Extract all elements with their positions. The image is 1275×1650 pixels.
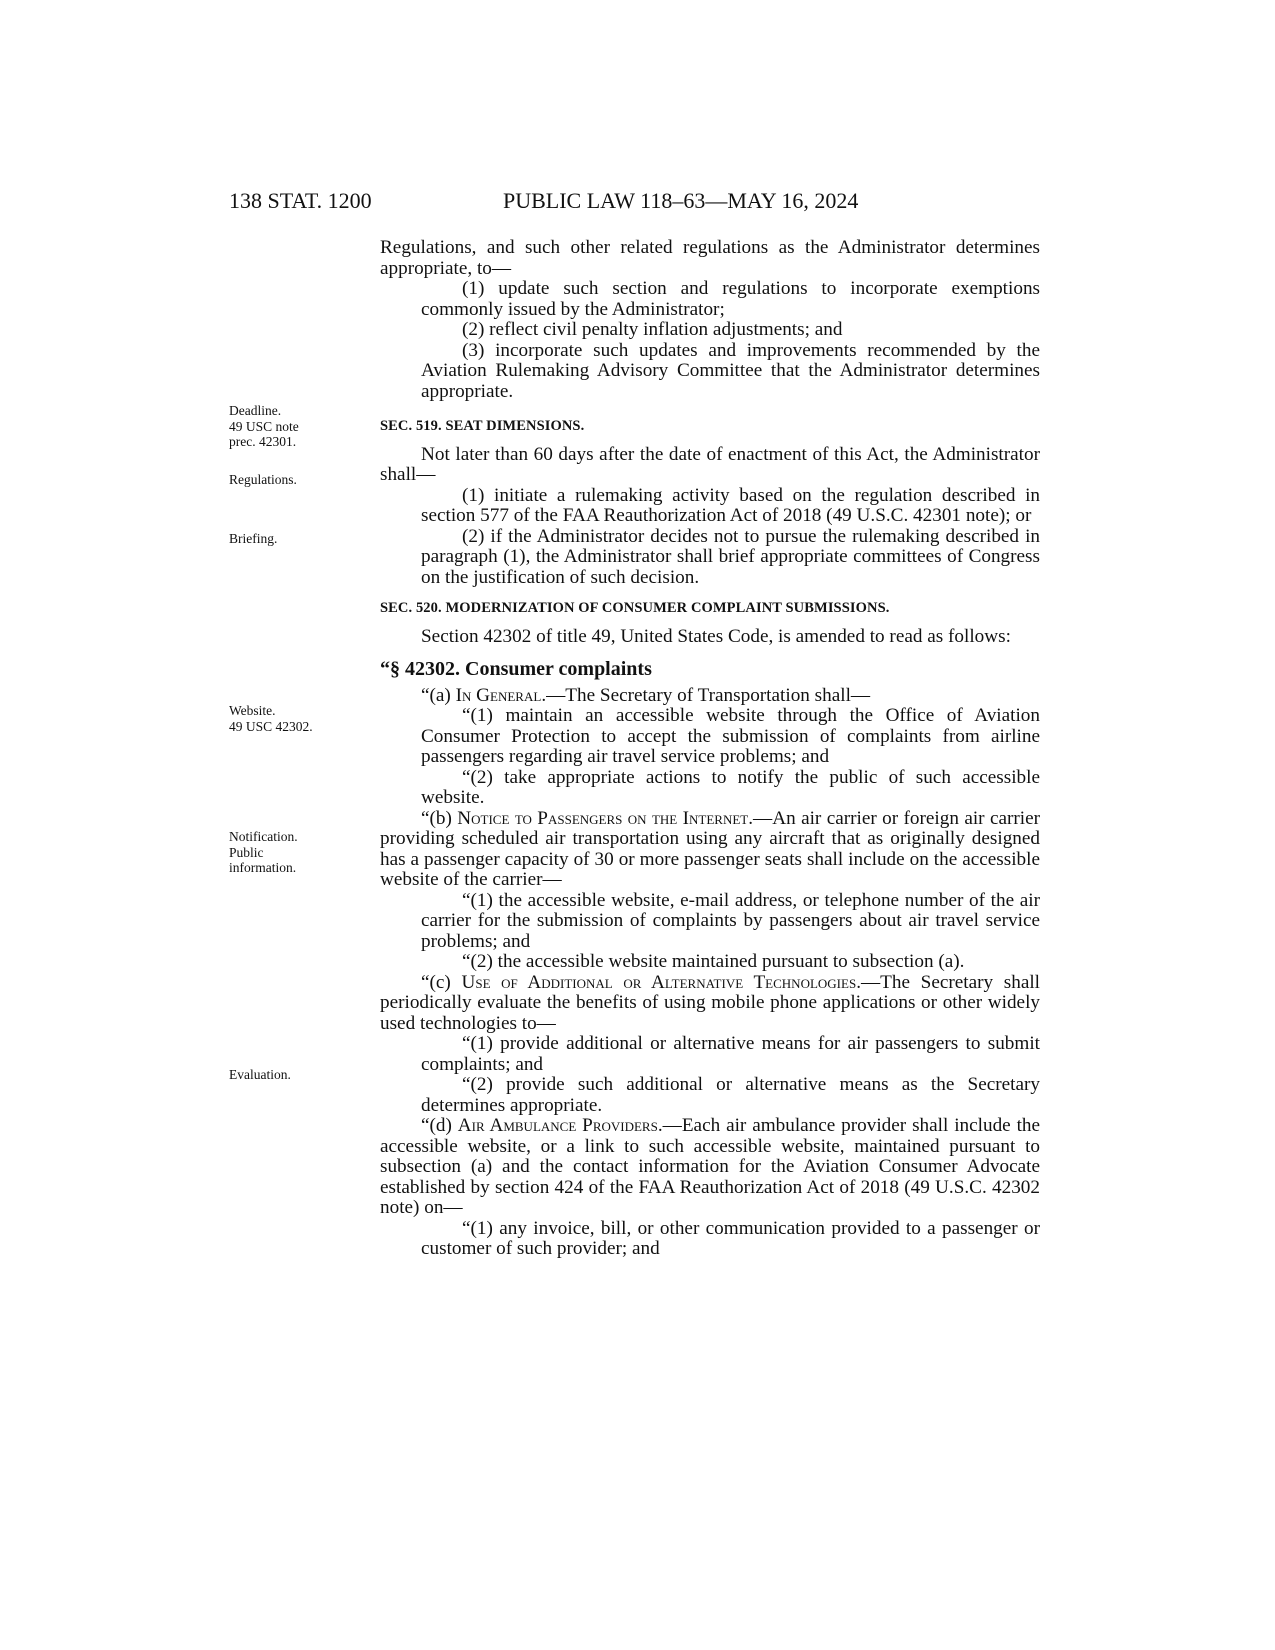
subsection-b-item-2: “(2) the accessible website maintained pursuant to subsection (a). bbox=[462, 951, 965, 972]
subsection-c-item-1: “(1) provide additional or alternative means for air passengers to submit complaints; and bbox=[421, 1033, 1040, 1075]
margin-note-deadline: Deadline. 49 USC note prec. 42301. bbox=[229, 403, 299, 449]
subsection-c-caption: Use of Additional or Alternative Technologies bbox=[461, 971, 857, 993]
margin-note-website: Website. 49 USC 42302. bbox=[229, 703, 313, 734]
section-519-heading: SEC. 519. SEAT DIMENSIONS. bbox=[380, 418, 585, 434]
public-law-reference: PUBLIC LAW 118–63—MAY 16, 2024 bbox=[503, 188, 859, 213]
body-text bbox=[380, 238, 1040, 1260]
section-520-lead: Section 42302 of title 49, United States Code, is amended to read as follows: bbox=[421, 625, 1011, 647]
subsection-d-caption: Air Ambulance Providers bbox=[457, 1115, 658, 1136]
margin-note-notification: Notification. Public information. bbox=[229, 829, 298, 875]
subsection-b: “(b) Notice to Passengers on the Internet.—An air carrier or foreign air carrier providing scheduled air transportation using any aircraft that as originally designed has a passenger capacity of 30 or more passenger seats shall include on the accessible website of the carrier— bbox=[380, 807, 1041, 890]
section-519-lead: Not later than 60 days after the date of enactment of this Act, the Administrator shall— bbox=[380, 443, 1040, 485]
subsection-d: “(d) Air Ambulance Providers.—Each air ambulance provider shall include the accessible website, or a link to such accessible website, maintained pursuant to subsection (a) and the contact information for the Aviation Consumer Advocate established by section 424 of the FAA Reauthorization Act of 2018 (49 U.S.C. 42302 note) on— bbox=[380, 1115, 1041, 1218]
margin-note-regulations: Regulations. bbox=[229, 472, 297, 487]
stat-reference: 138 STAT. 1200 bbox=[229, 188, 372, 213]
subsection-d-item-1: “(1) any invoice, bill, or other communication provided to a passenger or customer of such provider; and bbox=[421, 1217, 1040, 1259]
subsection-b-item-1: “(1) the accessible website, e-mail address, or telephone number of the air carrier for the submission of complaints by passengers about air travel service problems; and bbox=[421, 889, 1040, 952]
subsection-a-caption: In General bbox=[455, 684, 542, 706]
intro-item-1: (1) update such section and regulations to incorporate exemptions commonly issued by the Administrator; bbox=[421, 278, 1040, 320]
subsection-a-item-2: “(2) take appropriate actions to notify the public of such accessible website. bbox=[421, 766, 1040, 808]
section-519-item-1: (1) initiate a rulemaking activity based on the regulation described in section 577 of the FAA Reauthorization Act of 2018 (49 U.S.C. 42301 note); or bbox=[421, 484, 1040, 526]
intro-item-3: (3) incorporate such updates and improvements recommended by the Aviation Rulemaking Advisory Committee that the Administrator determines appropriate. bbox=[421, 339, 1040, 402]
code-section-heading: “§ 42302. Consumer complaints bbox=[380, 658, 652, 680]
intro-item-2: (2) reflect civil penalty inflation adjustments; and bbox=[462, 319, 843, 340]
section-519-item-2: (2) if the Administrator decides not to pursue the rulemaking described in paragraph (1), the Administrator shall brief appropriate committees of Congress on the justification of such decision. bbox=[421, 525, 1040, 588]
margin-note-briefing: Briefing. bbox=[229, 531, 278, 546]
subsection-b-caption: Notice to Passengers on the Internet bbox=[457, 807, 749, 829]
subsection-a-item-1: “(1) maintain an accessible website through the Office of Aviation Consumer Protection to accept the submission of complaints from airline passengers regarding air travel service problems; and bbox=[421, 705, 1040, 767]
margin-note-evaluation: Evaluation. bbox=[229, 1067, 291, 1082]
intro-continuation: Regulations, and such other related regulations as the Administrator determines appropriate, to— bbox=[380, 237, 1040, 279]
section-520-heading: SEC. 520. MODERNIZATION OF CONSUMER COMPLAINT SUBMISSIONS. bbox=[380, 600, 890, 616]
subsection-c-item-2: “(2) provide such additional or alternative means as the Secretary determines appropriate. bbox=[421, 1074, 1040, 1116]
subsection-a: “(a) In General.—The Secretary of Transportation shall— bbox=[421, 684, 871, 706]
running-header bbox=[229, 188, 919, 218]
subsection-c: “(c) Use of Additional or Alternative Technologies.—The Secretary shall periodically evaluate the benefits of using mobile phone applications or other widely used technologies to— bbox=[380, 971, 1041, 1034]
